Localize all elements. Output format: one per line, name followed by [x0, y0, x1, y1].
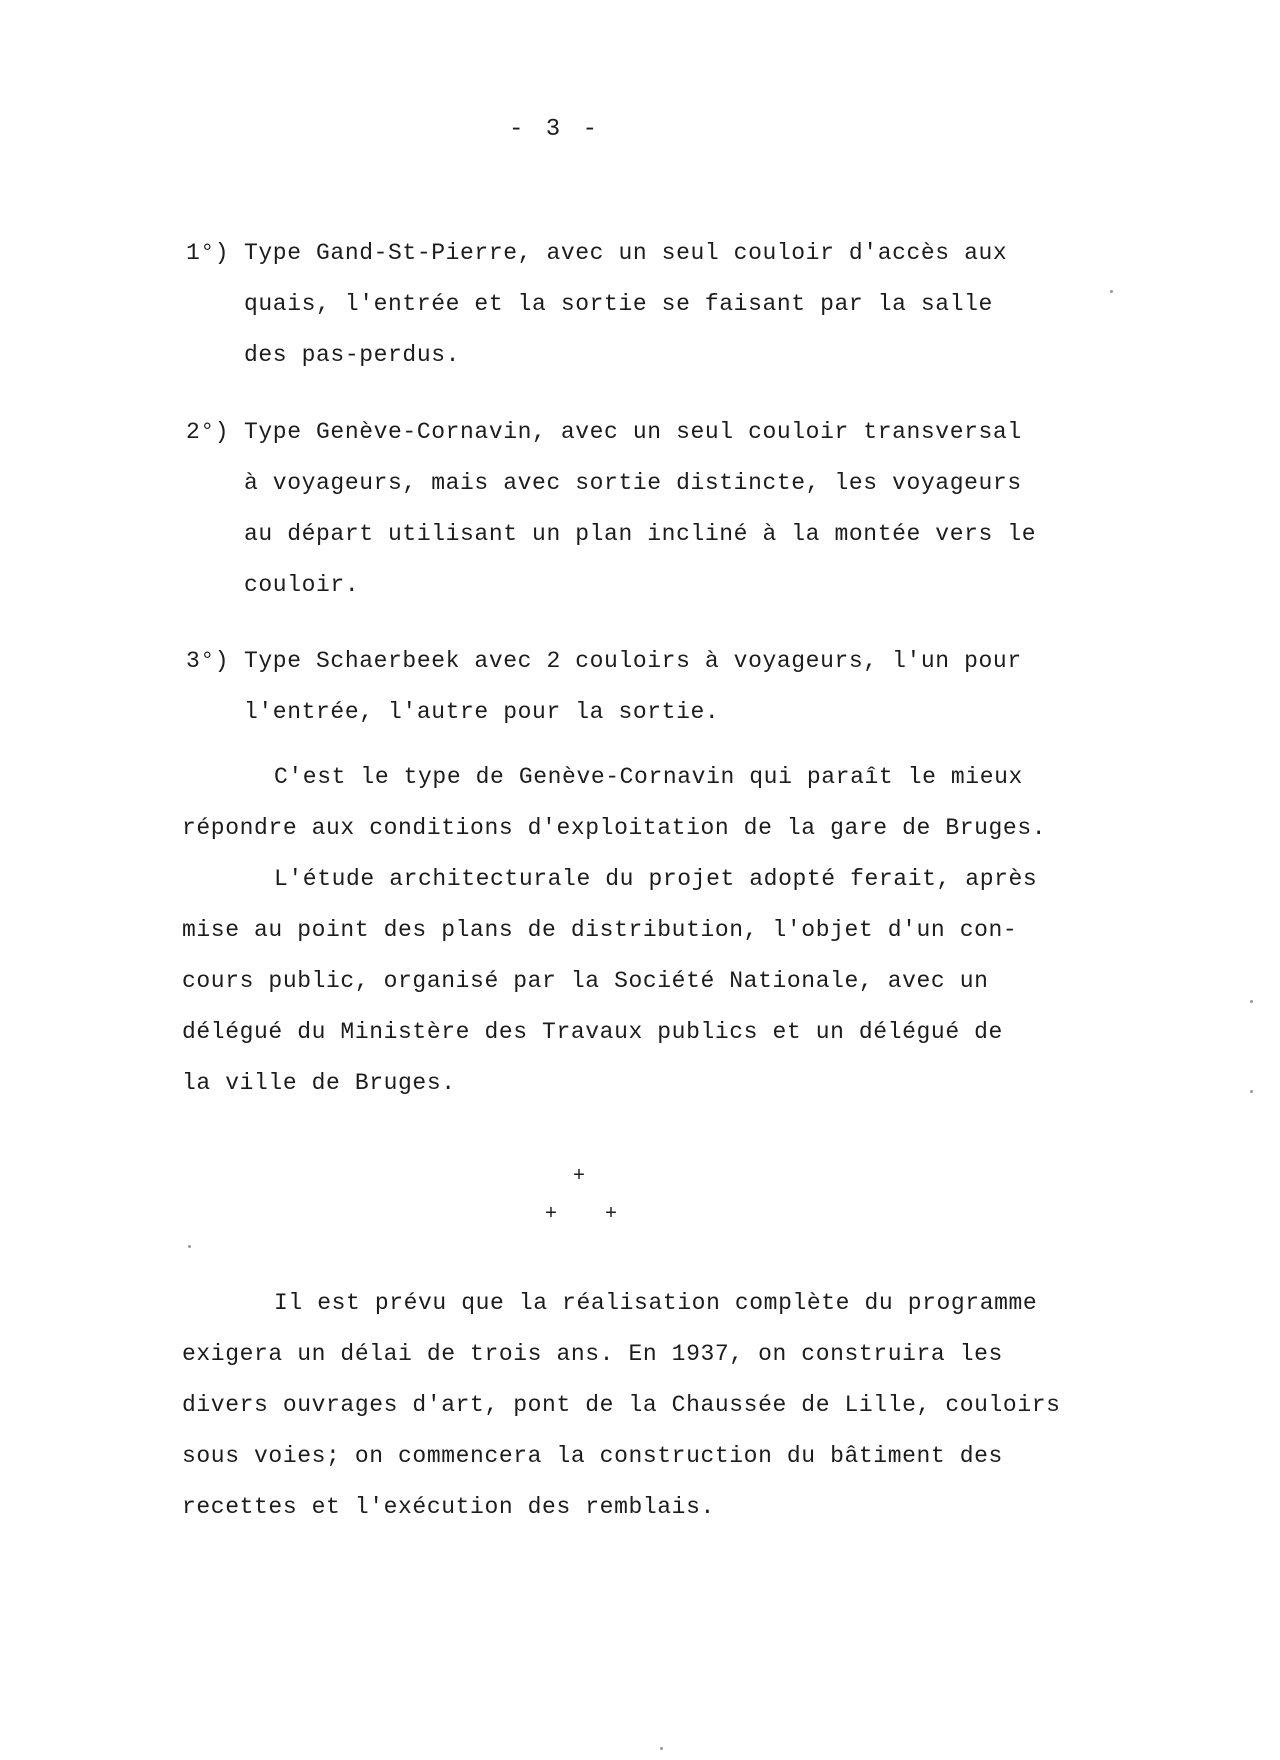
paragraph-line: mise au point des plans de distribution, l'objet d'un con-	[182, 917, 1018, 943]
list-item-line: à voyageurs, mais avec sortie distincte, les voyageurs	[244, 470, 1022, 496]
list-item-line: au départ utilisant un plan incliné à la montée vers le	[244, 521, 1037, 547]
paragraph-line: divers ouvrages d'art, pont de la Chaussée de Lille, couloirs	[182, 1392, 1061, 1418]
list-item-number: 2°)	[186, 419, 230, 445]
separator-mark-top: +	[573, 1165, 586, 1188]
list-item-line: quais, l'entrée et la sortie se faisant par la salle	[244, 291, 993, 317]
list-item-line: Type Genève-Cornavin, avec un seul couloir transversal	[244, 419, 1022, 445]
list-item-number: 3°)	[186, 648, 230, 674]
separator-mark-left: +	[545, 1203, 558, 1226]
separator-mark-right: +	[605, 1203, 618, 1226]
paragraph-line: cours public, organisé par la Société Nationale, avec un	[182, 968, 989, 994]
list-item-line: des pas-perdus.	[244, 342, 461, 368]
list-item-line: l'entrée, l'autre pour la sortie.	[244, 699, 720, 725]
scan-speck	[660, 1747, 663, 1750]
paragraph-line: Il est prévu que la réalisation complète du programme	[274, 1290, 1038, 1316]
paragraph-line: délégué du Ministère des Travaux publics et un délégué de	[182, 1019, 1003, 1045]
paragraph-line: C'est le type de Genève-Cornavin qui paraît le mieux	[274, 764, 1023, 790]
paragraph-line: répondre aux conditions d'exploitation de la gare de Bruges.	[182, 815, 1047, 841]
scan-speck	[188, 1245, 191, 1248]
list-item-line: Type Schaerbeek avec 2 couloirs à voyageurs, l'un pour	[244, 648, 1022, 674]
paragraph-line: la ville de Bruges.	[182, 1070, 456, 1096]
list-item-line: couloir.	[244, 572, 360, 598]
paragraph-line: recettes et l'exécution des remblais.	[182, 1494, 715, 1520]
page-number: - 3 -	[508, 116, 601, 143]
list-item-number: 1°)	[186, 240, 230, 266]
scan-speck	[1250, 1090, 1253, 1093]
list-item-line: Type Gand-St-Pierre, avec un seul couloir d'accès aux	[244, 240, 1008, 266]
scan-speck	[1110, 290, 1113, 293]
paragraph-line: exigera un délai de trois ans. En 1937, on construira les	[182, 1341, 1003, 1367]
scan-speck	[1250, 1000, 1253, 1003]
paragraph-line: sous voies; on commencera la construction du bâtiment des	[182, 1443, 1003, 1469]
paragraph-line: L'étude architecturale du projet adopté ferait, après	[274, 866, 1038, 892]
